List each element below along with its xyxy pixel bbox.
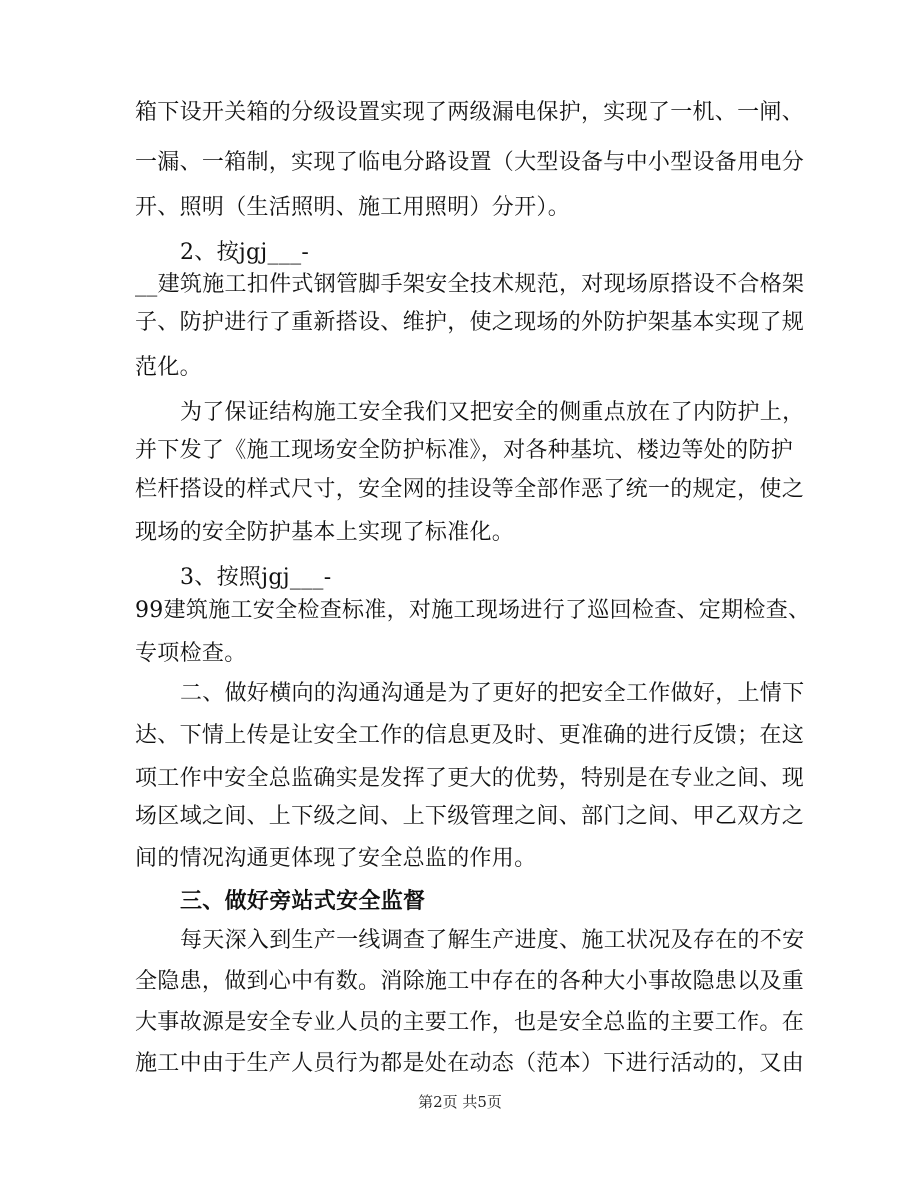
- text-line: 二、做好横向的沟通沟通是为了更好的把安全工作做好，上情下: [180, 681, 805, 706]
- text-line: 并下发了《施工现场安全防护标准》，对各种基坑、楼边等处的防护: [135, 438, 794, 463]
- text-line: 一漏、一箱制，实现了临电分路设置（大型设备与中小型设备用电分: [135, 150, 805, 175]
- text-line: 范化。: [135, 355, 202, 380]
- text-line: 子、防护进行了重新搭设、维护，使之现场的外防护架基本实现了规: [135, 310, 805, 335]
- page-number: 第2页 共5页: [418, 1093, 502, 1111]
- section-heading: 三、做好旁站式安全监督: [180, 888, 426, 914]
- text-line: 为了保证结构施工安全我们又把安全的侧重点放在了内防护上，: [180, 400, 805, 425]
- text-line: 箱下设开关箱的分级设置实现了两级漏电保护，实现了一机、一闸、: [135, 100, 805, 125]
- text-line: 场区域之间、上下级之间、上下级管理之间、部门之间、甲乙双方之: [135, 804, 805, 829]
- text-line: 专项检查。: [135, 641, 247, 666]
- text-line: __建筑施工扣件式钢管脚手架安全技术规范，对现场原搭设不合格架: [135, 272, 805, 297]
- text-line: 99建筑施工安全检查标准，对施工现场进行了巡回检查、定期检查、: [135, 598, 811, 623]
- text-line: 3、按照jgj___-: [180, 565, 332, 590]
- text-line: 施工中由于生产人员行为都是处在动态（范本）下进行活动的，又由: [135, 1051, 805, 1076]
- text-line: 项工作中安全总监确实是发挥了更大的优势，特别是在专业之间、现: [135, 766, 805, 791]
- text-line: 达、下情上传是让安全工作的信息更及时、更准确的进行反馈；在这: [135, 723, 805, 748]
- text-line: 全隐患，做到心中有数。消除施工中存在的各种大小事故隐患以及重: [135, 969, 805, 994]
- text-line: 栏杆搭设的样式尺寸，安全网的挂设等全部作恶了统一的规定，使之: [135, 477, 805, 502]
- text-line: 2、按jgj___-: [180, 240, 310, 265]
- text-line: 间的情况沟通更体现了安全总监的作用。: [135, 846, 537, 871]
- text-line: 每天深入到生产一线调查了解生产进度、施工状况及存在的不安: [180, 928, 805, 953]
- text-line: 开、照明（生活照明、施工用照明）分开）。: [135, 195, 571, 220]
- text-line: 现场的安全防护基本上实现了标准化。: [135, 520, 515, 545]
- text-line: 大事故源是安全专业人员的主要工作，也是安全总监的主要工作。在: [135, 1010, 805, 1035]
